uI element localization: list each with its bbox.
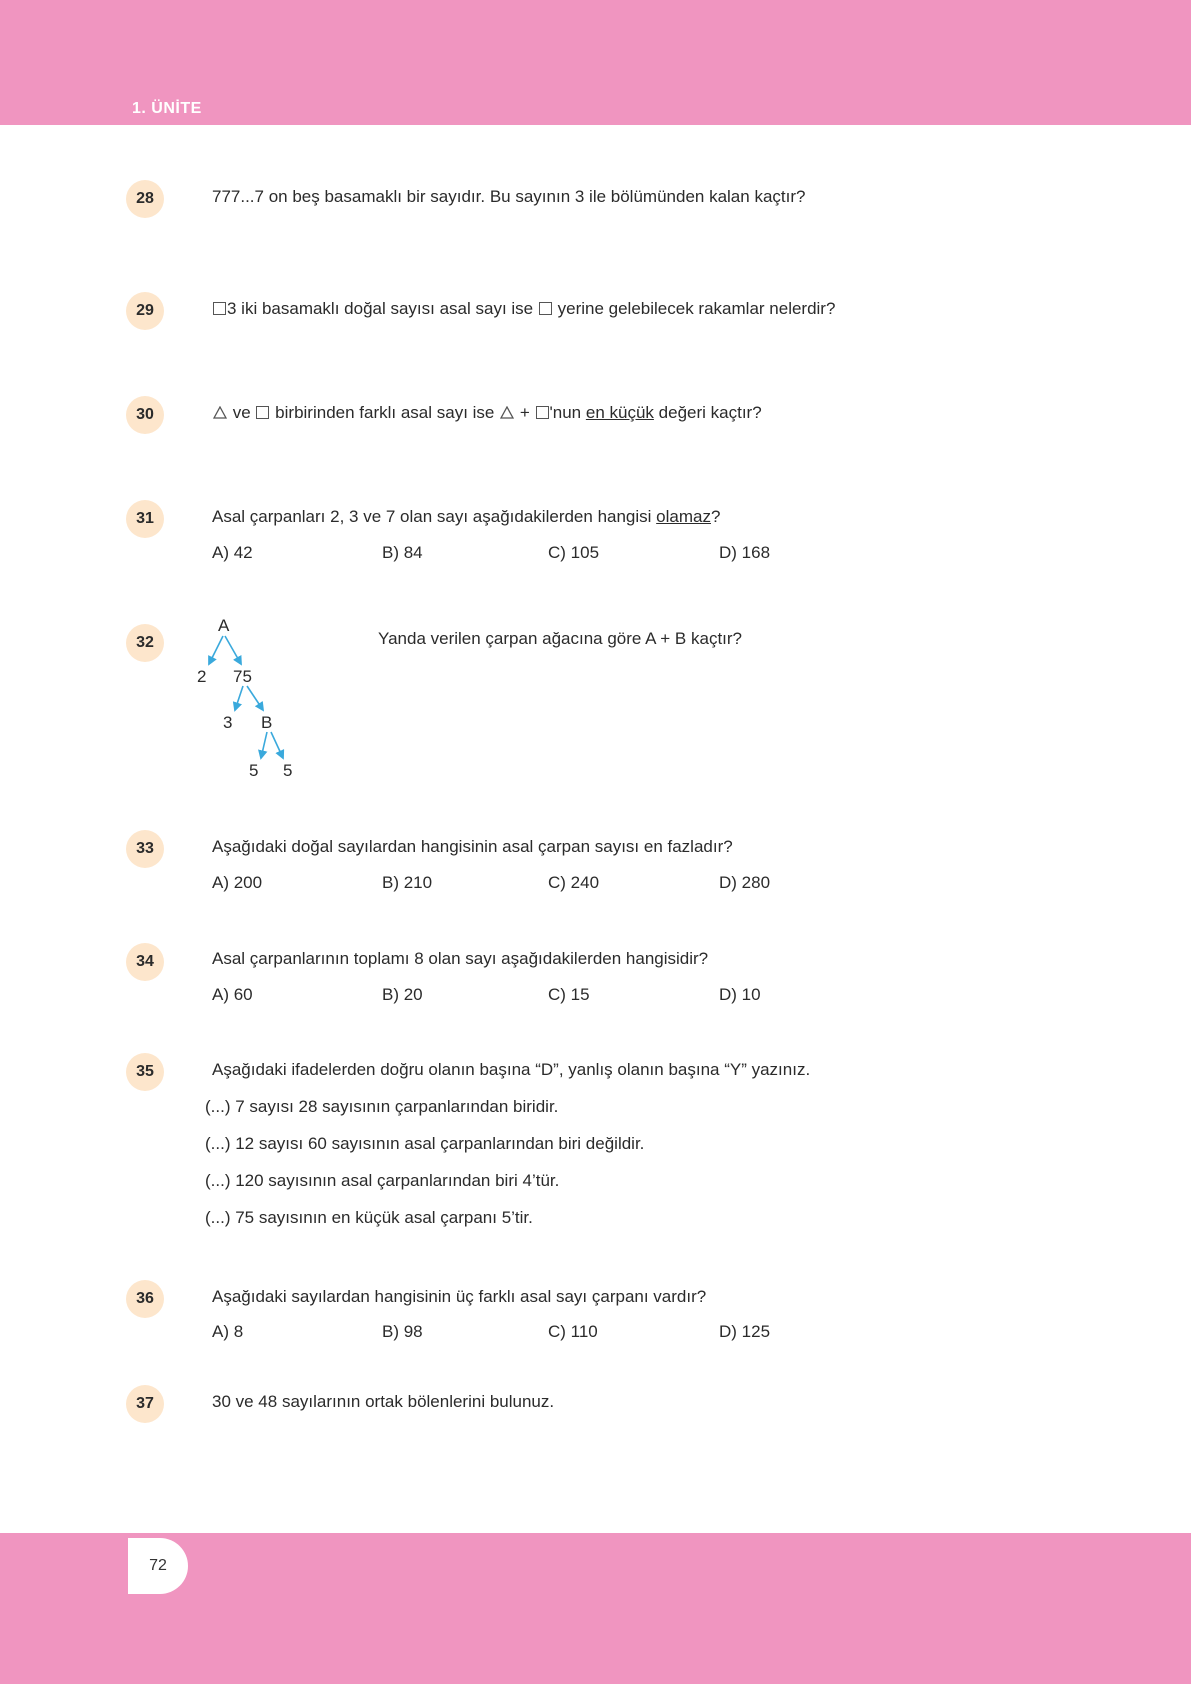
- tree-node: 3: [223, 713, 233, 732]
- tree-arrow: [225, 636, 241, 664]
- factor-tree-arrows: [185, 612, 315, 822]
- question-number-badge: 35: [126, 1053, 164, 1091]
- tree-node: 2: [197, 667, 207, 686]
- choice-a: A) 60: [212, 985, 253, 1004]
- question-text: ve birbirinden farklı asal sayı ise + 'nun en küçük değeri kaçtır?: [212, 403, 762, 423]
- choice-b: B) 210: [382, 873, 433, 892]
- choice-c: C) 110: [548, 1322, 598, 1341]
- empty-box-icon: [213, 302, 226, 315]
- tree-arrow: [209, 636, 223, 664]
- question-number-badge: 32: [126, 624, 164, 662]
- tree-arrow: [271, 732, 283, 758]
- emphasis-underline: en küçük: [585, 403, 654, 422]
- question-text: Asal çarpanlarının toplamı 8 olan sayı aşağıdakilerden hangisidir?: [212, 949, 709, 968]
- empty-box-icon: [256, 406, 269, 419]
- question-text: Asal çarpanları 2, 3 ve 7 olan sayı aşağıdakilerden hangisi olamaz?: [212, 507, 721, 526]
- tree-node: B: [261, 713, 273, 732]
- tree-node: 5: [249, 761, 259, 780]
- page-number: 72: [128, 1538, 188, 1594]
- question-text: 30 ve 48 sayılarının ortak bölenlerini bulunuz.: [212, 1392, 555, 1411]
- emphasis-underline: olamaz: [656, 507, 711, 526]
- question-number-badge: 36: [126, 1280, 164, 1318]
- choice-c: C) 105: [548, 543, 600, 562]
- triangle-icon: [500, 406, 514, 419]
- unit-label: 1. ÜNİTE: [132, 100, 202, 117]
- question-text: 3 iki basamaklı doğal sayısı asal sayı ise yerine gelebilecek rakamlar nelerdir?: [212, 299, 835, 319]
- tree-node: 75: [233, 667, 252, 686]
- question-text: 777...7 on beş basamaklı bir sayıdır. Bu sayının 3 ile bölümünden kalan kaçtır?: [212, 187, 806, 206]
- choice-c: C) 240: [548, 873, 600, 892]
- question-number-badge: 31: [126, 500, 164, 538]
- choice-c: C) 15: [548, 985, 590, 1004]
- question-text: Yanda verilen çarpan ağacına göre A + B kaçtır?: [378, 629, 743, 648]
- statement-item: (...) 12 sayısı 60 sayısının asal çarpanlarından biri değildir.: [205, 1134, 645, 1153]
- choice-b: B) 84: [382, 543, 423, 562]
- statement-item: (...) 7 sayısı 28 sayısının çarpanlarından biridir.: [205, 1097, 559, 1116]
- choice-b: B) 98: [382, 1322, 423, 1341]
- tree-node: 5: [283, 761, 293, 780]
- question-number-badge: 30: [126, 396, 164, 434]
- question-number-badge: 29: [126, 292, 164, 330]
- choice-d: D) 10: [719, 985, 761, 1004]
- tree-node-root: A: [218, 616, 230, 635]
- choice-a: A) 200: [212, 873, 263, 892]
- question-text: Aşağıdaki sayılardan hangisinin üç farklı asal sayı çarpanı vardır?: [212, 1287, 707, 1306]
- question-text: Aşağıdaki ifadelerden doğru olanın başına “D”, yanlış olanın başına “Y” yazınız.: [212, 1060, 811, 1079]
- statement-item: (...) 120 sayısının asal çarpanlarından biri 4’tür.: [205, 1171, 560, 1190]
- choice-b: B) 20: [382, 985, 423, 1004]
- triangle-icon: [213, 406, 227, 419]
- choice-a: A) 8: [212, 1322, 244, 1341]
- tree-arrow: [261, 732, 267, 758]
- choice-d: D) 125: [719, 1322, 771, 1341]
- question-number-badge: 33: [126, 830, 164, 868]
- choice-d: D) 280: [719, 873, 771, 892]
- statement-item: (...) 75 sayısının en küçük asal çarpanı 5’tir.: [205, 1208, 533, 1227]
- empty-box-icon: [536, 406, 549, 419]
- tree-arrow: [235, 686, 243, 710]
- question-number-badge: 37: [126, 1385, 164, 1423]
- factor-tree: [185, 612, 315, 822]
- choice-d: D) 168: [719, 543, 771, 562]
- tree-arrow: [247, 686, 263, 710]
- empty-box-icon: [539, 302, 552, 315]
- choice-a: A) 42: [212, 543, 253, 562]
- question-number-badge: 28: [126, 180, 164, 218]
- question-text: Aşağıdaki doğal sayılardan hangisinin asal çarpan sayısı en fazladır?: [212, 837, 733, 856]
- question-number-badge: 34: [126, 943, 164, 981]
